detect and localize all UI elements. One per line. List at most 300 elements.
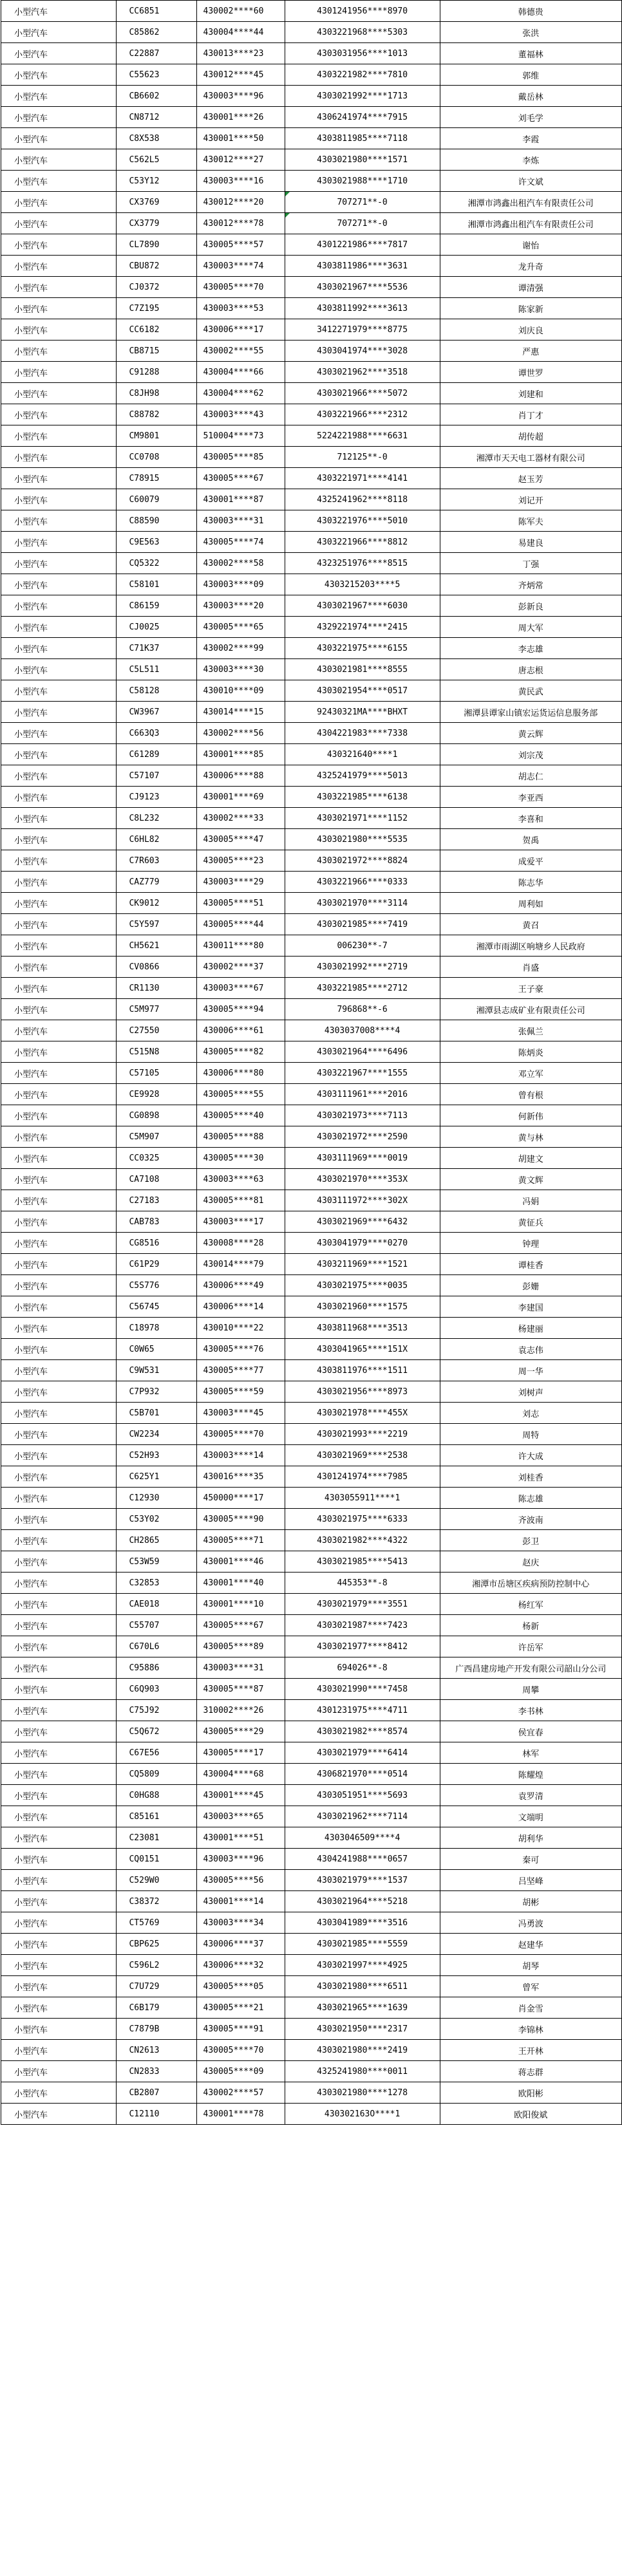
table-row: [1, 489, 622, 510]
plate-number-cell: CJ9123: [117, 787, 196, 808]
owner-name-cell: 戴岳林: [440, 86, 621, 107]
vehicle-type-cell: 小型汽车: [1, 192, 117, 213]
owner-name-cell: 袁罗清: [440, 1785, 621, 1806]
table-row: [1, 617, 622, 638]
plate-number-cell: C53Y12: [117, 171, 196, 192]
owner-code-cell: 430001****14: [196, 1891, 285, 1912]
plate-number-cell: CBP625: [117, 1934, 196, 1955]
plate-number-cell: CJ0372: [117, 277, 196, 298]
id-number-cell: 4303021980****6511: [285, 1976, 440, 1997]
id-number-cell: 4329221974****2415: [285, 617, 440, 638]
owner-code-cell: 510004****73: [196, 425, 285, 447]
owner-name-cell: 刘毛学: [440, 107, 621, 128]
plate-number-cell: CG8516: [117, 1233, 196, 1254]
vehicle-type-cell: 小型汽车: [1, 702, 117, 723]
vehicle-type-cell: 小型汽车: [1, 1912, 117, 1934]
id-number-cell: 4303811968****3513: [285, 1318, 440, 1339]
vehicle-type-cell: 小型汽车: [1, 1827, 117, 1849]
plate-number-cell: CH5621: [117, 935, 196, 957]
owner-code-cell: 430005****89: [196, 1636, 285, 1657]
owner-code-cell: 430014****79: [196, 1254, 285, 1275]
table-row: [1, 872, 622, 893]
table-row: [1, 1615, 622, 1636]
owner-code-cell: 430005****56: [196, 1870, 285, 1891]
table-row: [1, 1020, 622, 1041]
owner-code-cell: 430006****49: [196, 1275, 285, 1296]
id-number-cell: 4303055911****1: [285, 1488, 440, 1509]
id-number-cell: 4301241974****7985: [285, 1466, 440, 1488]
table-row: [1, 2019, 622, 2040]
owner-name-cell: 陈家新: [440, 298, 621, 319]
owner-name-cell: 周攀: [440, 1679, 621, 1700]
owner-code-cell: 430005****09: [196, 2061, 285, 2082]
plate-number-cell: C53Y02: [117, 1509, 196, 1530]
id-number-cell: 4303111961****2016: [285, 1084, 440, 1105]
owner-code-cell: 430003****30: [196, 659, 285, 680]
owner-code-cell: 430010****09: [196, 680, 285, 702]
owner-code-cell: 430003****14: [196, 1445, 285, 1466]
vehicle-type-cell: 小型汽车: [1, 1233, 117, 1254]
table-row: [1, 1169, 622, 1190]
owner-name-cell: 欧阳俊斌: [440, 2104, 621, 2125]
owner-name-cell: 李建国: [440, 1296, 621, 1318]
vehicle-type-cell: 小型汽车: [1, 872, 117, 893]
plate-number-cell: C23081: [117, 1827, 196, 1849]
owner-name-cell: 谭桂香: [440, 1254, 621, 1275]
plate-number-cell: CJ0025: [117, 617, 196, 638]
id-number-cell: 4303021965****1639: [285, 1997, 440, 2019]
plate-number-cell: C53W59: [117, 1551, 196, 1573]
vehicle-type-cell: 小型汽车: [1, 1530, 117, 1551]
plate-number-cell: C71K37: [117, 638, 196, 659]
table-row: [1, 638, 622, 659]
table-row: [1, 1424, 622, 1445]
id-number-cell: 4303221971****4141: [285, 468, 440, 489]
owner-name-cell: 赵庆: [440, 1551, 621, 1573]
owner-code-cell: 430014****15: [196, 702, 285, 723]
plate-number-cell: C5B701: [117, 1403, 196, 1424]
owner-name-cell: 唐志根: [440, 659, 621, 680]
plate-number-cell: C12110: [117, 2104, 196, 2125]
table-row: [1, 1126, 622, 1148]
id-number-cell: 4303811976****1511: [285, 1360, 440, 1381]
vehicle-type-cell: 小型汽车: [1, 1573, 117, 1594]
id-number-cell: 4306821970****0514: [285, 1764, 440, 1785]
vehicle-type-cell: 小型汽车: [1, 107, 117, 128]
plate-number-cell: CQ0151: [117, 1849, 196, 1870]
owner-name-cell: 刘志: [440, 1403, 621, 1424]
id-number-cell: 4303021992****2719: [285, 957, 440, 978]
vehicle-type-cell: 小型汽车: [1, 1657, 117, 1679]
table-body: [1, 1, 622, 2125]
table-row: [1, 64, 622, 86]
table-row: [1, 1148, 622, 1169]
id-number-cell: 4303811992****3613: [285, 298, 440, 319]
plate-number-cell: C8JH98: [117, 383, 196, 404]
table-row: [1, 128, 622, 149]
table-row: [1, 1339, 622, 1360]
owner-code-cell: 430012****27: [196, 149, 285, 171]
vehicle-type-cell: 小型汽车: [1, 1955, 117, 1976]
id-number-cell: 4303041979****0270: [285, 1233, 440, 1254]
plate-number-cell: C57107: [117, 765, 196, 787]
vehicle-type-cell: 小型汽车: [1, 383, 117, 404]
owner-code-cell: 430003****43: [196, 404, 285, 425]
table-row: [1, 1742, 622, 1764]
plate-number-cell: C55707: [117, 1615, 196, 1636]
plate-number-cell: C67E56: [117, 1742, 196, 1764]
table-row: [1, 1275, 622, 1296]
owner-name-cell: 曾军: [440, 1976, 621, 1997]
owner-code-cell: 430003****63: [196, 1169, 285, 1190]
owner-code-cell: 430005****65: [196, 617, 285, 638]
vehicle-type-cell: 小型汽车: [1, 1, 117, 22]
owner-code-cell: 430005****70: [196, 2040, 285, 2061]
plate-number-cell: CL7890: [117, 234, 196, 256]
vehicle-type-cell: 小型汽车: [1, 1615, 117, 1636]
table-row: [1, 1509, 622, 1530]
vehicle-type-cell: 小型汽车: [1, 1551, 117, 1573]
table-row: [1, 447, 622, 468]
vehicle-type-cell: 小型汽车: [1, 1679, 117, 1700]
id-number-cell: 4303021960****1575: [285, 1296, 440, 1318]
id-number-cell: 4303021971****1152: [285, 808, 440, 829]
owner-code-cell: 430001****45: [196, 1785, 285, 1806]
vehicle-type-cell: 小型汽车: [1, 2061, 117, 2082]
table-row: [1, 2061, 622, 2082]
plate-number-cell: CN8712: [117, 107, 196, 128]
owner-name-cell: 冯娟: [440, 1190, 621, 1211]
owner-name-cell: 周特: [440, 1424, 621, 1445]
owner-code-cell: 430003****34: [196, 1912, 285, 1934]
id-number-cell: 4303021973****7113: [285, 1105, 440, 1126]
id-number-cell: 4303021993****2219: [285, 1424, 440, 1445]
vehicle-type-cell: 小型汽车: [1, 510, 117, 532]
vehicle-type-cell: 小型汽车: [1, 1742, 117, 1764]
id-number-cell: 4303021980****2419: [285, 2040, 440, 2061]
id-number-cell: 4303021966****5072: [285, 383, 440, 404]
id-number-cell: 4303221967****1555: [285, 1063, 440, 1084]
vehicle-type-cell: 小型汽车: [1, 234, 117, 256]
plate-number-cell: C515N8: [117, 1041, 196, 1063]
vehicle-type-cell: 小型汽车: [1, 1169, 117, 1190]
owner-name-cell: 杨建丽: [440, 1318, 621, 1339]
id-number-cell: 4303221985****6138: [285, 787, 440, 808]
plate-number-cell: CT5769: [117, 1912, 196, 1934]
owner-code-cell: 430008****28: [196, 1233, 285, 1254]
owner-code-cell: 430005****88: [196, 1126, 285, 1148]
table-row: [1, 383, 622, 404]
table-row: [1, 1849, 622, 1870]
owner-name-cell: 刘宗茂: [440, 744, 621, 765]
vehicle-type-cell: 小型汽车: [1, 787, 117, 808]
owner-code-cell: 430005****51: [196, 893, 285, 914]
table-row: [1, 425, 622, 447]
vehicle-type-cell: 小型汽车: [1, 957, 117, 978]
table-row: [1, 362, 622, 383]
owner-code-cell: 430003****74: [196, 256, 285, 277]
owner-name-cell: 郭维: [440, 64, 621, 86]
table-row: [1, 1912, 622, 1934]
owner-name-cell: 陈志雄: [440, 1488, 621, 1509]
vehicle-type-cell: 小型汽车: [1, 1976, 117, 1997]
id-number-cell: 4303021980****5535: [285, 829, 440, 850]
vehicle-type-cell: 小型汽车: [1, 149, 117, 171]
plate-number-cell: C55623: [117, 64, 196, 86]
table-row: [1, 1636, 622, 1657]
plate-number-cell: CC6182: [117, 319, 196, 341]
owner-name-cell: 湘潭县谭家山镇宏运货运信息服务部: [440, 702, 621, 723]
table-row: [1, 1, 622, 22]
plate-number-cell: C32853: [117, 1573, 196, 1594]
plate-number-cell: C7U729: [117, 1976, 196, 1997]
owner-code-cell: 430005****55: [196, 1084, 285, 1105]
vehicle-type-cell: 小型汽车: [1, 1445, 117, 1466]
vehicle-type-cell: 小型汽车: [1, 808, 117, 829]
plate-number-cell: C9E563: [117, 532, 196, 553]
table-row: [1, 1827, 622, 1849]
owner-code-cell: 430006****88: [196, 765, 285, 787]
owner-code-cell: 430005****74: [196, 532, 285, 553]
owner-code-cell: 430001****40: [196, 1573, 285, 1594]
id-number-cell: 4303021985****7419: [285, 914, 440, 935]
id-number-cell: 4303041965****151X: [285, 1339, 440, 1360]
plate-number-cell: C5M977: [117, 999, 196, 1020]
id-number-cell: 4303021967****5536: [285, 277, 440, 298]
owner-name-cell: 胡琴: [440, 1955, 621, 1976]
table-row: [1, 702, 622, 723]
table-row: [1, 532, 622, 553]
plate-number-cell: C75J92: [117, 1700, 196, 1721]
vehicle-type-cell: 小型汽车: [1, 1488, 117, 1509]
owner-name-cell: 侯宜春: [440, 1721, 621, 1742]
vehicle-type-cell: 小型汽车: [1, 1360, 117, 1381]
owner-name-cell: 肖盛: [440, 957, 621, 978]
table-row: [1, 1721, 622, 1742]
plate-number-cell: C12930: [117, 1488, 196, 1509]
plate-number-cell: CQ5322: [117, 553, 196, 574]
id-number-cell: 4301231975****4711: [285, 1700, 440, 1721]
owner-name-cell: 周利如: [440, 893, 621, 914]
id-number-cell: 4303021970****3114: [285, 893, 440, 914]
owner-name-cell: 胡建文: [440, 1148, 621, 1169]
table-row: [1, 850, 622, 872]
owner-name-cell: 刘树声: [440, 1381, 621, 1403]
owner-code-cell: 430005****71: [196, 1530, 285, 1551]
plate-number-cell: C596L2: [117, 1955, 196, 1976]
table-row: [1, 1657, 622, 1679]
owner-name-cell: 易建良: [440, 532, 621, 553]
owner-name-cell: 广西昌建房地产开发有限公司韶山分公司: [440, 1657, 621, 1679]
table-row: [1, 829, 622, 850]
plate-number-cell: C7P932: [117, 1381, 196, 1403]
plate-number-cell: C8L232: [117, 808, 196, 829]
owner-name-cell: 杨红军: [440, 1594, 621, 1615]
vehicle-type-cell: 小型汽车: [1, 22, 117, 43]
owner-name-cell: 李锦林: [440, 2019, 621, 2040]
plate-number-cell: CBU872: [117, 256, 196, 277]
owner-code-cell: 430005****67: [196, 1615, 285, 1636]
id-number-cell: 4304241988****0657: [285, 1849, 440, 1870]
id-number-cell: 4303041989****3516: [285, 1912, 440, 1934]
vehicle-type-cell: 小型汽车: [1, 723, 117, 744]
owner-code-cell: 430005****76: [196, 1339, 285, 1360]
owner-name-cell: 黄云辉: [440, 723, 621, 744]
plate-number-cell: CK9012: [117, 893, 196, 914]
vehicle-type-cell: 小型汽车: [1, 1126, 117, 1148]
owner-code-cell: 430003****09: [196, 574, 285, 595]
vehicle-type-cell: 小型汽车: [1, 595, 117, 617]
table-row: [1, 553, 622, 574]
owner-code-cell: 430006****32: [196, 1955, 285, 1976]
id-number-cell: 4303221966****0333: [285, 872, 440, 893]
id-number-cell: 4303811986****3631: [285, 256, 440, 277]
owner-name-cell: 黄民武: [440, 680, 621, 702]
owner-name-cell: 袁志伟: [440, 1339, 621, 1360]
plate-number-cell: CC0708: [117, 447, 196, 468]
owner-name-cell: 刘建和: [440, 383, 621, 404]
plate-number-cell: C6B179: [117, 1997, 196, 2019]
owner-code-cell: 430001****87: [196, 489, 285, 510]
vehicle-type-cell: 小型汽车: [1, 1211, 117, 1233]
id-number-cell: 4303221975****6155: [285, 638, 440, 659]
id-number-cell: 4323251976****8515: [285, 553, 440, 574]
table-row: [1, 171, 622, 192]
owner-name-cell: 周大军: [440, 617, 621, 638]
table-row: [1, 1254, 622, 1275]
plate-number-cell: C56745: [117, 1296, 196, 1318]
plate-number-cell: C88782: [117, 404, 196, 425]
vehicle-type-cell: 小型汽车: [1, 2040, 117, 2061]
owner-code-cell: 430003****53: [196, 298, 285, 319]
table-row: [1, 1955, 622, 1976]
table-row: [1, 1764, 622, 1785]
owner-code-cell: 430003****31: [196, 1657, 285, 1679]
owner-code-cell: 430001****85: [196, 744, 285, 765]
vehicle-type-cell: 小型汽车: [1, 1339, 117, 1360]
plate-number-cell: C9W531: [117, 1360, 196, 1381]
owner-name-cell: 钟理: [440, 1233, 621, 1254]
owner-name-cell: 丁强: [440, 553, 621, 574]
owner-code-cell: 430005****47: [196, 829, 285, 850]
table-row: [1, 1806, 622, 1827]
table-row: [1, 1530, 622, 1551]
vehicle-type-cell: 小型汽车: [1, 1148, 117, 1169]
owner-code-cell: 430001****51: [196, 1827, 285, 1849]
owner-name-cell: 湘潭市鸿鑫出租汽车有限责任公司: [440, 192, 621, 213]
owner-code-cell: 430001****10: [196, 1594, 285, 1615]
plate-number-cell: C8X538: [117, 128, 196, 149]
id-number-cell: 4304221983****7338: [285, 723, 440, 744]
owner-code-cell: 430002****56: [196, 723, 285, 744]
owner-name-cell: 湘潭市岳塘区疾病预防控制中心: [440, 1573, 621, 1594]
owner-name-cell: 肖丁才: [440, 404, 621, 425]
owner-name-cell: 胡传超: [440, 425, 621, 447]
id-number-cell: 4303221966****2312: [285, 404, 440, 425]
table-row: [1, 1190, 622, 1211]
owner-name-cell: 李霞: [440, 128, 621, 149]
id-number-cell: 4303111972****302X: [285, 1190, 440, 1211]
table-row: [1, 1551, 622, 1573]
id-number-cell: 3412271979****8775: [285, 319, 440, 341]
vehicle-type-cell: 小型汽车: [1, 489, 117, 510]
plate-number-cell: C52H93: [117, 1445, 196, 1466]
table-row: [1, 574, 622, 595]
vehicle-type-cell: 小型汽车: [1, 1721, 117, 1742]
vehicle-type-cell: 小型汽车: [1, 1105, 117, 1126]
table-row: [1, 765, 622, 787]
table-row: [1, 1785, 622, 1806]
id-number-cell: 4303021975****0035: [285, 1275, 440, 1296]
vehicle-type-cell: 小型汽车: [1, 1275, 117, 1296]
id-number-cell: 4303021977****8412: [285, 1636, 440, 1657]
plate-number-cell: C6HL82: [117, 829, 196, 850]
owner-code-cell: 430006****37: [196, 1934, 285, 1955]
table-row: [1, 213, 622, 234]
table-row: [1, 192, 622, 213]
id-number-cell: 4303021982****4322: [285, 1530, 440, 1551]
vehicle-type-cell: 小型汽车: [1, 1466, 117, 1488]
plate-number-cell: CV0866: [117, 957, 196, 978]
id-number-cell: 694026**-8: [285, 1657, 440, 1679]
plate-number-cell: CX3779: [117, 213, 196, 234]
vehicle-type-cell: 小型汽车: [1, 935, 117, 957]
vehicle-type-cell: 小型汽车: [1, 1870, 117, 1891]
id-number-cell: 4303037008****4: [285, 1020, 440, 1041]
table-row: [1, 1105, 622, 1126]
table-row: [1, 595, 622, 617]
vehicle-type-cell: 小型汽车: [1, 999, 117, 1020]
table-row: [1, 341, 622, 362]
plate-number-cell: CX3769: [117, 192, 196, 213]
vehicle-type-cell: 小型汽车: [1, 1041, 117, 1063]
id-number-cell: 4303211969****1521: [285, 1254, 440, 1275]
table-row: [1, 1296, 622, 1318]
owner-name-cell: 齐炳常: [440, 574, 621, 595]
owner-code-cell: 430006****17: [196, 319, 285, 341]
table-row: [1, 256, 622, 277]
vehicle-owner-table: [1, 0, 622, 2125]
owner-name-cell: 张洪: [440, 22, 621, 43]
table-row: [1, 1233, 622, 1254]
vehicle-type-cell: 小型汽车: [1, 1084, 117, 1105]
table-row: [1, 1679, 622, 1700]
owner-name-cell: 成爱平: [440, 850, 621, 872]
plate-number-cell: C22887: [117, 43, 196, 64]
plate-number-cell: C27183: [117, 1190, 196, 1211]
id-number-cell: 4303021979****3551: [285, 1594, 440, 1615]
vehicle-type-cell: 小型汽车: [1, 86, 117, 107]
vehicle-type-cell: 小型汽车: [1, 1997, 117, 2019]
id-number-cell: 4303111969****0019: [285, 1148, 440, 1169]
vehicle-type-cell: 小型汽车: [1, 659, 117, 680]
plate-number-cell: C91288: [117, 362, 196, 383]
owner-name-cell: 李志雄: [440, 638, 621, 659]
table-row: [1, 510, 622, 532]
table-row: [1, 1870, 622, 1891]
id-number-cell: 4303021979****1537: [285, 1870, 440, 1891]
plate-number-cell: CAB783: [117, 1211, 196, 1233]
owner-name-cell: 陈炳炎: [440, 1041, 621, 1063]
id-number-cell: 4303215203****5: [285, 574, 440, 595]
owner-name-cell: 曾有根: [440, 1084, 621, 1105]
vehicle-type-cell: 小型汽车: [1, 2082, 117, 2104]
id-number-cell: 4303021980****1278: [285, 2082, 440, 2104]
owner-code-cell: 430004****62: [196, 383, 285, 404]
vehicle-type-cell: 小型汽车: [1, 1318, 117, 1339]
table-row: [1, 744, 622, 765]
plate-number-cell: CW2234: [117, 1424, 196, 1445]
